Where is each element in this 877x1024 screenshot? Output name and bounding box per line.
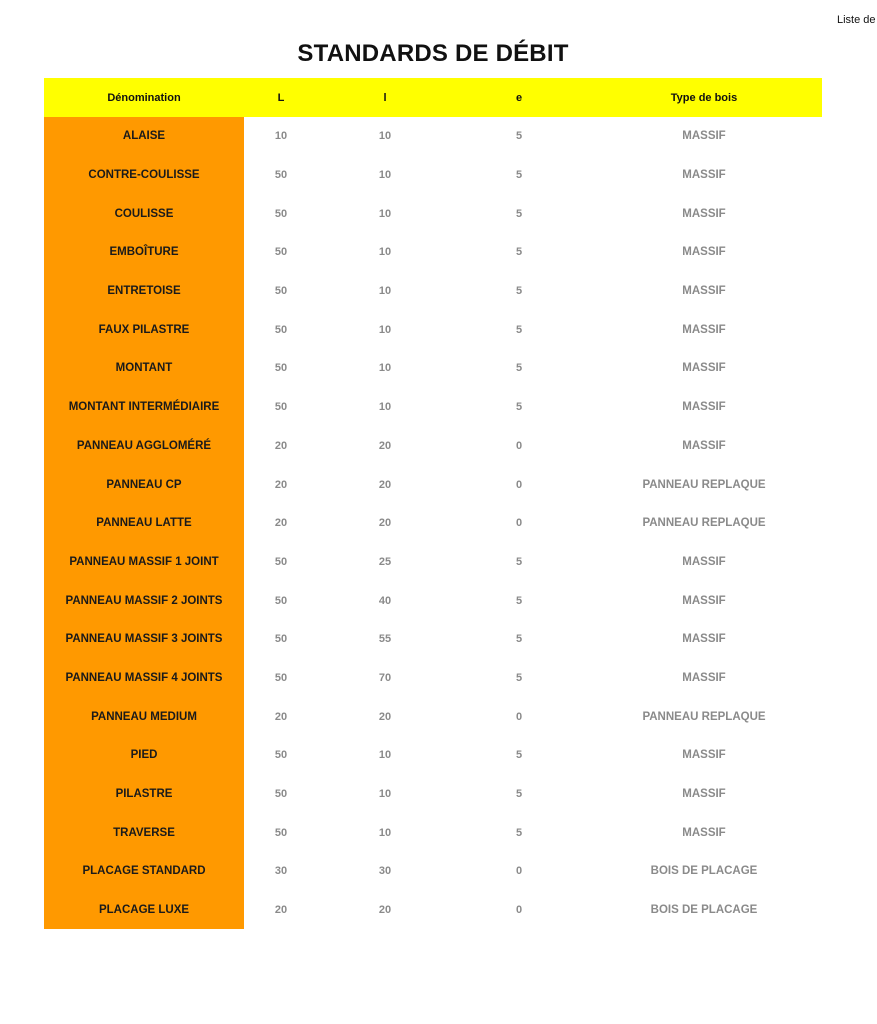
row-length: 50 (274, 169, 288, 182)
row-length: 20 (274, 517, 288, 530)
row-length: 30 (274, 865, 288, 878)
row-length: 50 (274, 749, 288, 762)
header-width: l (383, 91, 387, 104)
row-wood-type: MASSIF (682, 826, 726, 839)
row-length: 20 (274, 439, 288, 452)
row-width: 10 (378, 169, 392, 182)
row-name: PIED (44, 736, 244, 775)
row-thickness: 5 (515, 169, 523, 182)
table-row (44, 891, 822, 930)
row-name: PANNEAU AGGLOMÉRÉ (44, 427, 244, 466)
debit-standards-table (44, 78, 822, 929)
table-header-row (44, 78, 822, 117)
row-width: 10 (378, 401, 392, 414)
row-name: PLACAGE LUXE (44, 891, 244, 930)
row-width: 30 (378, 865, 392, 878)
table-row (44, 504, 822, 543)
row-wood-type: MASSIF (682, 555, 726, 568)
row-width: 10 (378, 749, 392, 762)
row-name: ENTRETOISE (44, 272, 244, 311)
table-row (44, 736, 822, 775)
row-length: 20 (274, 904, 288, 917)
table-row (44, 272, 822, 311)
row-wood-type: PANNEAU REPLAQUE (642, 517, 766, 530)
table-row (44, 543, 822, 582)
table-row (44, 310, 822, 349)
row-name: PILASTRE (44, 775, 244, 814)
table-row (44, 233, 822, 272)
row-wood-type: PANNEAU REPLAQUE (642, 710, 766, 723)
row-width: 20 (378, 439, 392, 452)
table-row (44, 852, 822, 891)
table-row (44, 388, 822, 427)
row-wood-type: MASSIF (682, 788, 726, 801)
row-width: 10 (378, 323, 392, 336)
row-length: 50 (274, 671, 288, 684)
row-name: PLACAGE STANDARD (44, 852, 244, 891)
row-length: 50 (274, 555, 288, 568)
row-wood-type: MASSIF (682, 323, 726, 336)
row-length: 50 (274, 207, 288, 220)
header-wood-type: Type de bois (670, 91, 738, 104)
row-width: 10 (378, 826, 392, 839)
page-title: STANDARDS DE DÉBIT (297, 40, 569, 67)
row-length: 50 (274, 401, 288, 414)
row-width: 10 (378, 130, 392, 143)
row-name: MONTANT (44, 349, 244, 388)
table-row (44, 775, 822, 814)
row-wood-type: MASSIF (682, 130, 726, 143)
row-thickness: 5 (515, 285, 523, 298)
row-wood-type: MASSIF (682, 169, 726, 182)
row-width: 10 (378, 246, 392, 259)
row-thickness: 0 (515, 904, 523, 917)
row-length: 20 (274, 478, 288, 491)
row-width: 10 (378, 285, 392, 298)
table-row (44, 620, 822, 659)
row-name: PANNEAU MASSIF 1 JOINT (44, 543, 244, 582)
row-wood-type: MASSIF (682, 246, 726, 259)
row-width: 20 (378, 904, 392, 917)
table-row (44, 465, 822, 504)
row-thickness: 5 (515, 788, 523, 801)
row-name: CONTRE-COULISSE (44, 156, 244, 195)
row-name: FAUX PILASTRE (44, 310, 244, 349)
table-row (44, 697, 822, 736)
row-width: 20 (378, 517, 392, 530)
table-row (44, 427, 822, 466)
row-wood-type: MASSIF (682, 671, 726, 684)
header-thickness: e (515, 91, 523, 104)
row-thickness: 5 (515, 323, 523, 336)
row-thickness: 5 (515, 594, 523, 607)
row-thickness: 5 (515, 671, 523, 684)
row-wood-type: MASSIF (682, 749, 726, 762)
table-row (44, 581, 822, 620)
row-width: 20 (378, 478, 392, 491)
row-length: 50 (274, 285, 288, 298)
row-wood-type: MASSIF (682, 362, 726, 375)
row-thickness: 5 (515, 555, 523, 568)
row-length: 20 (274, 710, 288, 723)
row-thickness: 0 (515, 517, 523, 530)
row-length: 50 (274, 788, 288, 801)
table-row (44, 349, 822, 388)
row-wood-type: MASSIF (682, 594, 726, 607)
row-thickness: 0 (515, 865, 523, 878)
row-width: 10 (378, 788, 392, 801)
row-thickness: 5 (515, 826, 523, 839)
table-row (44, 659, 822, 698)
table-row (44, 117, 822, 156)
table-row (44, 813, 822, 852)
row-thickness: 5 (515, 362, 523, 375)
row-wood-type: MASSIF (682, 439, 726, 452)
header-name: Dénomination (107, 91, 181, 104)
row-thickness: 5 (515, 633, 523, 646)
row-name: PANNEAU MASSIF 2 JOINTS (44, 581, 244, 620)
row-width: 10 (378, 207, 392, 220)
row-thickness: 5 (515, 749, 523, 762)
row-length: 50 (274, 323, 288, 336)
row-thickness: 0 (515, 439, 523, 452)
row-length: 10 (274, 130, 288, 143)
row-name: MONTANT INTERMÉDIAIRE (44, 388, 244, 427)
row-width: 20 (378, 710, 392, 723)
row-wood-type: MASSIF (682, 285, 726, 298)
table-row (44, 156, 822, 195)
row-thickness: 0 (515, 710, 523, 723)
row-name: COULISSE (44, 194, 244, 233)
row-width: 25 (378, 555, 392, 568)
row-name: PANNEAU LATTE (44, 504, 244, 543)
row-wood-type: BOIS DE PLACAGE (650, 904, 758, 917)
row-wood-type: MASSIF (682, 401, 726, 414)
row-thickness: 0 (515, 478, 523, 491)
row-wood-type: MASSIF (682, 633, 726, 646)
row-name: TRAVERSE (44, 813, 244, 852)
row-wood-type: MASSIF (682, 207, 726, 220)
row-width: 40 (378, 594, 392, 607)
row-name: PANNEAU MEDIUM (44, 697, 244, 736)
header-length: L (277, 91, 285, 104)
row-name: PANNEAU MASSIF 3 JOINTS (44, 620, 244, 659)
row-length: 50 (274, 594, 288, 607)
row-length: 50 (274, 633, 288, 646)
row-name: ALAISE (44, 117, 244, 156)
row-width: 55 (378, 633, 392, 646)
row-wood-type: BOIS DE PLACAGE (650, 865, 758, 878)
row-thickness: 5 (515, 207, 523, 220)
row-name: EMBOÎTURE (44, 233, 244, 272)
row-thickness: 5 (515, 130, 523, 143)
row-wood-type: PANNEAU REPLAQUE (642, 478, 766, 491)
row-width: 70 (378, 671, 392, 684)
row-width: 10 (378, 362, 392, 375)
table-body (44, 117, 822, 929)
table-row (44, 194, 822, 233)
row-length: 50 (274, 246, 288, 259)
row-name: PANNEAU CP (44, 465, 244, 504)
row-name: PANNEAU MASSIF 4 JOINTS (44, 659, 244, 698)
row-length: 50 (274, 362, 288, 375)
row-thickness: 5 (515, 401, 523, 414)
row-thickness: 5 (515, 246, 523, 259)
row-length: 50 (274, 826, 288, 839)
page-corner-note: Liste de (837, 14, 876, 26)
